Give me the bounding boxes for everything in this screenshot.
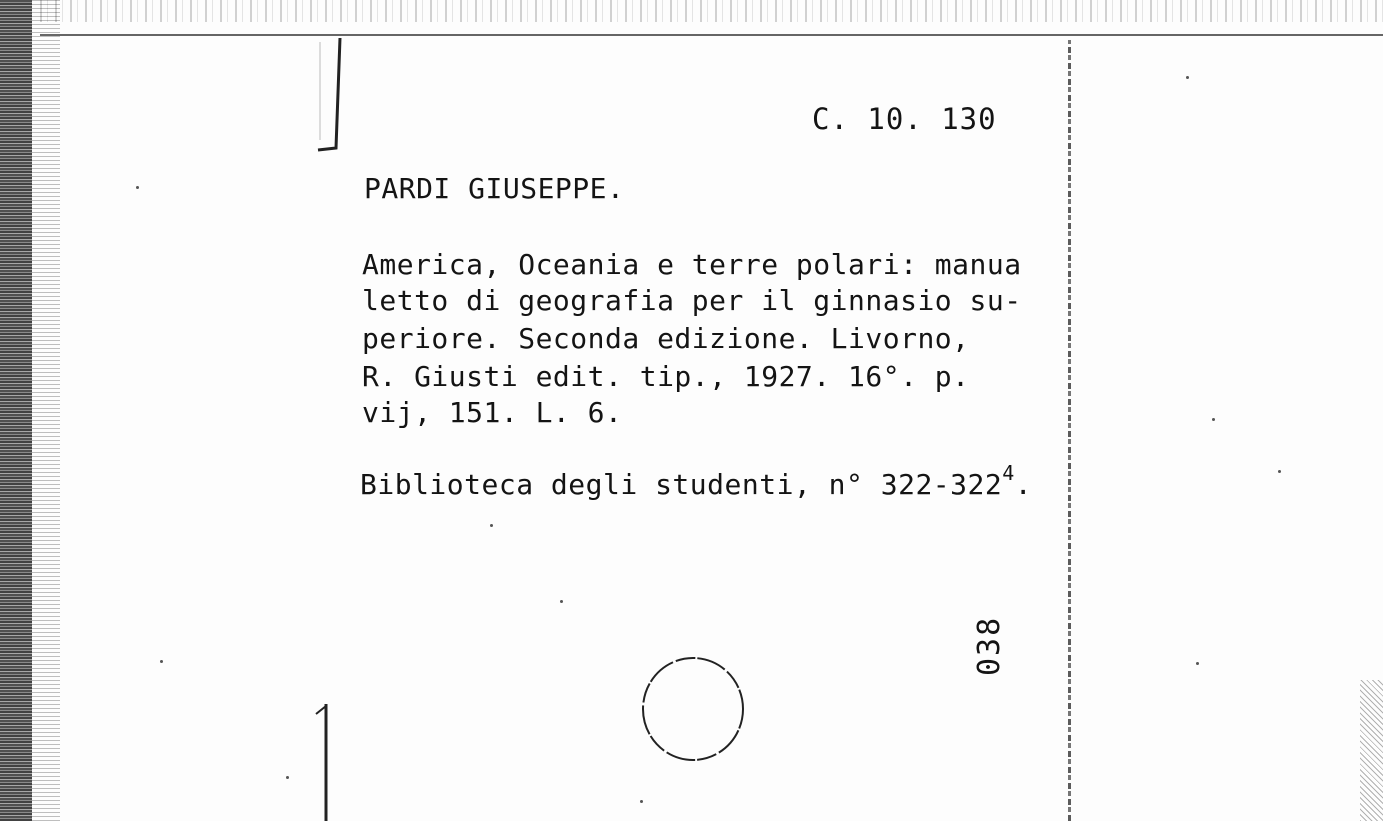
scan-left-shadow — [32, 0, 60, 821]
speck — [1196, 662, 1199, 665]
speck — [490, 524, 493, 527]
speck — [160, 660, 163, 663]
speck — [1186, 76, 1189, 79]
bottom-bracket-mark — [312, 700, 336, 821]
speck — [1212, 418, 1215, 421]
scan-right-noise — [1360, 680, 1383, 821]
card-right-edge-line — [1068, 40, 1071, 821]
speck — [286, 776, 289, 779]
series-superscript: 4 — [1002, 461, 1015, 485]
title-line-4: R. Giusti edit. tip., 1927. 16°. p. — [362, 360, 970, 393]
scan-top-border — [40, 0, 1383, 22]
speck — [560, 600, 563, 603]
speck — [640, 800, 643, 803]
speck — [136, 186, 139, 189]
author-heading: PARDI GIUSEPPE. — [364, 172, 625, 205]
card-top-edge-line — [40, 34, 1383, 36]
series-end: . — [1014, 468, 1033, 501]
series-note — [360, 461, 1033, 501]
title-line-3: periore. Seconda edizione. Livorno, — [362, 322, 970, 355]
speck — [1278, 470, 1281, 473]
call-number: C. 10. 130 — [812, 102, 997, 136]
punch-hole-circle — [640, 655, 746, 763]
title-line-1: America, Oceania e terre polari: manua — [362, 248, 1022, 281]
title-line-5: vij, 151. L. 6. — [362, 396, 623, 429]
title-line-2: letto di geografia per il ginnasio su- — [362, 284, 1022, 317]
stamp-number: 038 — [972, 615, 1007, 676]
top-bracket-mark — [316, 36, 342, 154]
series-text: Biblioteca degli studenti, n° 322-322 — [360, 468, 1003, 501]
scan-left-border — [0, 0, 32, 821]
